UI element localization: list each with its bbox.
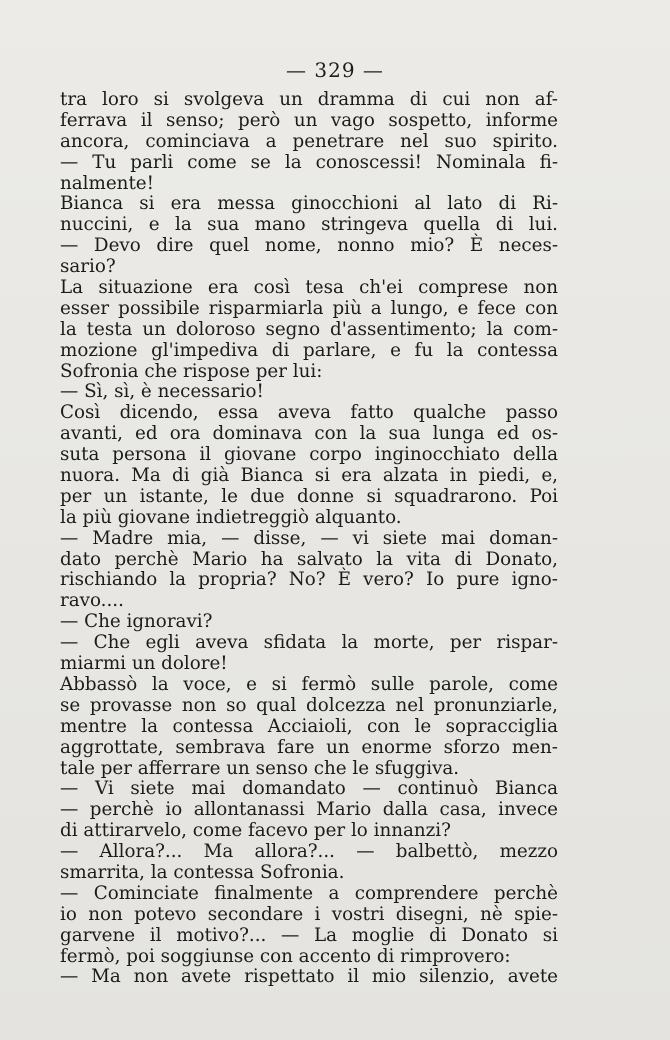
text-line: fermò, poi soggiunse con accento di rimprovero: bbox=[60, 945, 511, 967]
text-line: suta persona il giovane corpo inginocchiato della bbox=[60, 444, 558, 466]
text-line: aggrottate, sembrava fare un enorme sforzo men- bbox=[60, 736, 558, 758]
text-line: dato perchè Mario ha salvato la vita di Donato, bbox=[60, 548, 558, 570]
text-line: avanti, ed ora dominava con la sua lunga ed os- bbox=[60, 423, 558, 445]
text-line: — Devo dire quel nome, nonno mio? È neces- bbox=[60, 235, 558, 257]
text-line: la testa un doloroso segno d'assentimento; la com- bbox=[60, 318, 558, 340]
text-line: tra loro si svolgeva un dramma di cui non af- bbox=[60, 89, 558, 110]
text-line: esser possibile risparmiarla più a lungo, e fece con bbox=[60, 297, 558, 319]
text-line: nuccini, e la sua mano stringeva quella di lui. bbox=[60, 214, 558, 236]
text-line: — perchè io allontanassi Mario dalla casa, invece bbox=[60, 799, 558, 821]
text-line: Abbassò la voce, e si fermò sulle parole, come bbox=[60, 673, 558, 695]
text-line: Così dicendo, essa aveva fatto qualche passo bbox=[60, 402, 558, 424]
text-line: ferrava il senso; però un vago sospetto, informe bbox=[60, 109, 558, 131]
text-line: — Allora?... Ma allora?... — balbettò, mezzo bbox=[60, 841, 558, 863]
text-line: nuora. Ma di già Bianca si era alzata in piedi, e, bbox=[60, 465, 558, 487]
text-line: io non potevo secondare i vostri disegni, nè spie- bbox=[60, 903, 558, 925]
text-line: smarrita, la contessa Sofronia. bbox=[60, 861, 345, 883]
text-line: miarmi un dolore! bbox=[60, 653, 228, 675]
text-line: — Sì, sì, è necessario! bbox=[60, 381, 264, 403]
text-line: — Cominciate finalmente a comprendere perchè bbox=[60, 882, 558, 904]
text-line: sario? bbox=[60, 256, 116, 278]
text-line: rischiando la propria? No? È vero? Io pure igno- bbox=[60, 569, 558, 591]
text-line: La situazione era così tesa ch'ei comprese non bbox=[60, 277, 558, 299]
text-line: ancora, cominciava a penetrare nel suo spirito. bbox=[60, 130, 558, 152]
text-line: nalmente! bbox=[60, 172, 154, 194]
text-line: — Ma non avete rispettato il mio silenzio, avete bbox=[60, 966, 558, 988]
text-line: Bianca si era messa ginocchioni al lato di Ri- bbox=[60, 193, 558, 215]
body-text bbox=[60, 90, 558, 988]
text-line: — Madre mia, — disse, — vi siete mai doman- bbox=[60, 527, 558, 549]
text-line: — Vi siete mai domandato — continuò Bianca bbox=[60, 778, 558, 800]
text-line: ravo.... bbox=[60, 590, 124, 612]
text-line: la più giovane indietreggiò alquanto. bbox=[60, 506, 402, 528]
text-line: mentre la contessa Acciaioli, con le sopracciglia bbox=[60, 715, 558, 737]
text-line: Sofronia che rispose per lui: bbox=[60, 360, 323, 382]
text-line: — Che ignoravi? bbox=[60, 611, 213, 633]
text-line: — Che egli aveva sfidata la morte, per rispar- bbox=[60, 632, 558, 654]
text-line: tale per afferrare un senso che le sfuggiva. bbox=[60, 757, 460, 779]
text-line: di attirarvelo, come facevo per lo innanzi? bbox=[60, 820, 451, 842]
text-line: garvene il motivo?... — La moglie di Donato si bbox=[60, 924, 558, 946]
page-number: — 329 — bbox=[286, 58, 384, 82]
text-line: mozione gl'impediva di parlare, e fu la contessa bbox=[60, 339, 558, 361]
text-line: se provasse non so qual dolcezza nel pronunziarle, bbox=[60, 694, 558, 716]
text-line: per un istante, le due donne si squadrarono. Poi bbox=[60, 485, 558, 507]
text-line: — Tu parli come se la conoscessi! Nominala fi- bbox=[60, 151, 558, 173]
